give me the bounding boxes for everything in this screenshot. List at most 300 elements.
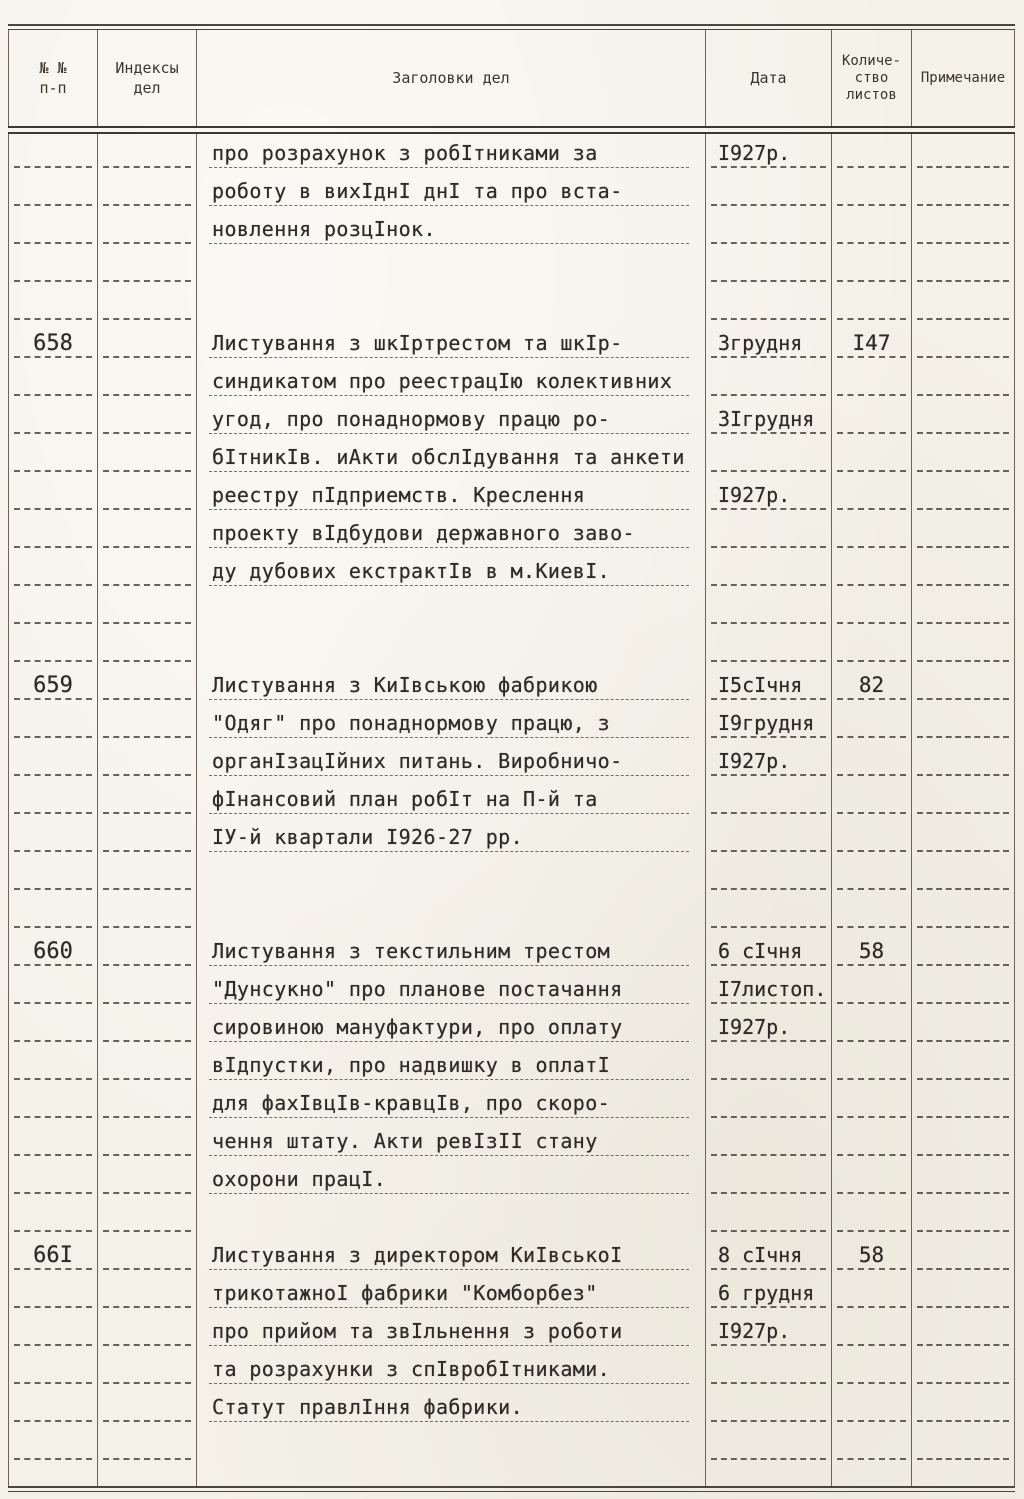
row-date-cell [706, 1122, 832, 1160]
row-index-cell [98, 1350, 197, 1388]
row-number-cell [8, 400, 98, 438]
row-date-cell [706, 362, 832, 400]
row-title-cell [197, 1312, 706, 1350]
row-sheets-cell [832, 248, 912, 286]
row-title-cell [197, 1426, 706, 1464]
row-index-cell [98, 628, 197, 666]
table-row [8, 818, 1015, 856]
row-number-cell [8, 1084, 98, 1122]
row-date-cell [706, 1350, 832, 1388]
case-title-line: Статут правлІння фабрики. [212, 1395, 524, 1419]
case-title-line: синдикатом про реестрацІю колективних [212, 369, 673, 393]
header-title-label: Заголовки дел [392, 69, 510, 87]
row-index-cell [98, 932, 197, 970]
table-row [8, 400, 1015, 438]
row-index-cell [98, 1236, 197, 1274]
row-date-cell [706, 1236, 832, 1274]
row-title-cell [197, 1160, 706, 1198]
row-title-cell [197, 628, 706, 666]
row-title-cell [197, 552, 706, 590]
row-date-cell [706, 1312, 832, 1350]
row-number-cell [8, 1274, 98, 1312]
table-row [8, 666, 1015, 704]
row-date-cell [706, 514, 832, 552]
case-title-line: про розрахунок з робІтниками за [212, 141, 598, 165]
row-title-cell [197, 742, 706, 780]
row-title-cell [197, 704, 706, 742]
header-note-label: Примечание [920, 69, 1006, 86]
case-date: І927р. [718, 749, 791, 773]
row-title-cell [197, 856, 706, 894]
header-case-number-line2: п-п [39, 79, 67, 97]
table-row [8, 476, 1015, 514]
row-date-cell [706, 286, 832, 324]
row-date-cell [706, 780, 832, 818]
row-title-cell [197, 780, 706, 818]
sheet-count: І47 [852, 331, 891, 355]
table-row [8, 894, 1015, 932]
row-date-cell [706, 1274, 832, 1312]
case-date: І9грудня [718, 711, 815, 735]
row-date-cell [706, 248, 832, 286]
row-sheets-cell [832, 818, 912, 856]
row-note-cell [912, 476, 1015, 514]
row-note-cell [912, 514, 1015, 552]
table-row [8, 932, 1015, 970]
row-note-cell [912, 1122, 1015, 1160]
row-sheets-cell [832, 362, 912, 400]
row-date-cell [706, 856, 832, 894]
case-title-line: угод, про понаднормову працю ро- [212, 407, 611, 431]
row-note-cell [912, 134, 1015, 172]
table-row [8, 248, 1015, 286]
row-date-cell [706, 400, 832, 438]
row-index-cell [98, 1122, 197, 1160]
case-title-line: Листування з КиІвською фабрикою [212, 673, 598, 697]
row-sheets-cell [832, 1122, 912, 1160]
row-number-cell [8, 1388, 98, 1426]
row-index-cell [98, 1426, 197, 1464]
inventory-table [8, 24, 1015, 1492]
row-index-cell [98, 856, 197, 894]
row-title-cell [197, 362, 706, 400]
row-title-cell [197, 666, 706, 704]
header-sheet-count-line2: ство [854, 69, 889, 86]
row-note-cell [912, 210, 1015, 248]
row-date-cell [706, 666, 832, 704]
table-header-row [8, 30, 1015, 126]
row-sheets-cell [832, 856, 912, 894]
row-index-cell [98, 1008, 197, 1046]
row-sheets-cell [832, 1236, 912, 1274]
row-title-cell [197, 1046, 706, 1084]
row-sheets-cell [832, 894, 912, 932]
row-date-cell [706, 438, 832, 476]
table-row [8, 780, 1015, 818]
sheet-count: 58 [858, 939, 885, 963]
row-note-cell [912, 1426, 1015, 1464]
row-title-cell [197, 932, 706, 970]
case-title-line: трикотажноІ фабрики "Комборбез" [212, 1281, 598, 1305]
case-date: 6 сІчня [718, 939, 803, 963]
table-row [8, 1274, 1015, 1312]
row-note-cell [912, 1350, 1015, 1388]
row-title-cell [197, 590, 706, 628]
case-title-line: бІтникІв. иАкти обслІдування та анкети [212, 445, 685, 469]
row-number-cell [8, 780, 98, 818]
row-title-cell [197, 1236, 706, 1274]
row-title-cell [197, 210, 706, 248]
row-title-cell [197, 324, 706, 362]
row-index-cell [98, 894, 197, 932]
table-row [8, 172, 1015, 210]
case-title-line: чення штату. Акти ревІзІІ стану [212, 1129, 598, 1153]
row-title-cell [197, 134, 706, 172]
case-title-line: ІУ-й квартали І926-27 рр. [212, 825, 524, 849]
row-title-cell [197, 286, 706, 324]
row-title-cell [197, 1388, 706, 1426]
header-index-line2: дел [133, 79, 161, 97]
row-sheets-cell [832, 1008, 912, 1046]
case-date: І7листоп. [718, 977, 827, 1001]
row-sheets-cell [832, 1426, 912, 1464]
case-number: 659 [33, 673, 73, 698]
row-note-cell [912, 286, 1015, 324]
table-row [8, 286, 1015, 324]
row-index-cell [98, 1198, 197, 1236]
table-row [8, 1046, 1015, 1084]
row-sheets-cell [832, 400, 912, 438]
case-number: 66І [33, 1243, 73, 1268]
row-title-cell [197, 514, 706, 552]
row-number-cell [8, 1008, 98, 1046]
row-sheets-cell [832, 1084, 912, 1122]
row-note-cell [912, 1236, 1015, 1274]
row-date-cell [706, 476, 832, 514]
row-number-cell [8, 1046, 98, 1084]
row-date-cell [706, 1198, 832, 1236]
row-note-cell [912, 742, 1015, 780]
table-row [8, 1122, 1015, 1160]
row-note-cell [912, 400, 1015, 438]
header-case-number [8, 30, 98, 126]
case-title-line: вІдпустки, про надвишку в оплатІ [212, 1053, 611, 1077]
table-row [8, 704, 1015, 742]
row-note-cell [912, 970, 1015, 1008]
row-sheets-cell [832, 134, 912, 172]
row-index-cell [98, 590, 197, 628]
row-number-cell [8, 552, 98, 590]
row-index-cell [98, 362, 197, 400]
case-date: І927р. [718, 141, 791, 165]
case-title-line: Листування з шкІртрестом та шкІр- [212, 331, 623, 355]
row-index-cell [98, 1046, 197, 1084]
row-note-cell [912, 1046, 1015, 1084]
bottom-rule [8, 1486, 1015, 1492]
row-title-cell [197, 970, 706, 1008]
row-date-cell [706, 1160, 832, 1198]
table-row [8, 1236, 1015, 1274]
row-sheets-cell [832, 780, 912, 818]
table-tail-row [8, 1464, 1015, 1486]
sheet-count: 82 [858, 673, 885, 697]
case-date: І927р. [718, 1319, 791, 1343]
row-number-cell [8, 856, 98, 894]
row-note-cell [912, 324, 1015, 362]
case-title-line: охорони працІ. [212, 1167, 387, 1191]
header-case-number-line1: № № [39, 59, 67, 77]
table-row [8, 1084, 1015, 1122]
table-row [8, 1388, 1015, 1426]
row-index-cell [98, 1274, 197, 1312]
header-note [912, 30, 1015, 126]
row-sheets-cell [832, 628, 912, 666]
row-note-cell [912, 1198, 1015, 1236]
sheet-count: 58 [858, 1243, 885, 1267]
row-date-cell [706, 324, 832, 362]
row-sheets-cell [832, 552, 912, 590]
header-date-label: Дата [750, 69, 787, 87]
row-title-cell [197, 476, 706, 514]
table-row [8, 1198, 1015, 1236]
row-date-cell [706, 1388, 832, 1426]
row-number-cell [8, 590, 98, 628]
row-note-cell [912, 552, 1015, 590]
table-row [8, 134, 1015, 172]
row-title-cell [197, 1274, 706, 1312]
row-date-cell [706, 894, 832, 932]
row-number-cell [8, 818, 98, 856]
row-date-cell [706, 818, 832, 856]
row-index-cell [98, 514, 197, 552]
header-sheet-count-line3: листов [846, 86, 897, 103]
table-row [8, 1008, 1015, 1046]
case-date: І927р. [718, 1015, 791, 1039]
row-title-cell [197, 1350, 706, 1388]
case-title-line: проекту вІдбудови державного заво- [212, 521, 635, 545]
row-index-cell [98, 1084, 197, 1122]
row-number-cell [8, 1426, 98, 1464]
table-row [8, 590, 1015, 628]
row-sheets-cell [832, 514, 912, 552]
row-sheets-cell [832, 210, 912, 248]
case-title-line: "Дунсукно" про планове постачання [212, 977, 623, 1001]
case-title-line: роботу в вихІднІ днІ та про вста- [212, 179, 623, 203]
header-title [197, 30, 706, 126]
row-title-cell [197, 248, 706, 286]
row-number-cell [8, 1236, 98, 1274]
row-number-cell [8, 134, 98, 172]
row-date-cell [706, 172, 832, 210]
row-number-cell [8, 1160, 98, 1198]
row-note-cell [912, 704, 1015, 742]
row-number-cell [8, 514, 98, 552]
row-title-cell [197, 1198, 706, 1236]
case-date: 3грудня [718, 331, 803, 355]
row-date-cell [706, 1008, 832, 1046]
row-index-cell [98, 780, 197, 818]
row-sheets-cell [832, 590, 912, 628]
case-title-line: для фахІвцІв-кравцІв, про скоро- [212, 1091, 611, 1115]
row-number-cell [8, 628, 98, 666]
case-title-line: та розрахунки з спІвробІтниками. [212, 1357, 611, 1381]
row-sheets-cell [832, 932, 912, 970]
case-title-line: ду дубових екстрактІв в м.КиевІ. [212, 559, 611, 583]
table-row [8, 742, 1015, 780]
row-date-cell [706, 1426, 832, 1464]
row-index-cell [98, 552, 197, 590]
row-note-cell [912, 248, 1015, 286]
table-row [8, 1160, 1015, 1198]
table-row [8, 438, 1015, 476]
row-index-cell [98, 286, 197, 324]
row-number-cell [8, 742, 98, 780]
row-title-cell [197, 1122, 706, 1160]
row-sheets-cell [832, 172, 912, 210]
row-title-cell [197, 438, 706, 476]
table-row [8, 324, 1015, 362]
row-note-cell [912, 628, 1015, 666]
case-date: І927р. [718, 483, 791, 507]
header-sheet-count [832, 30, 912, 126]
row-number-cell [8, 248, 98, 286]
row-number-cell [8, 476, 98, 514]
row-date-cell [706, 704, 832, 742]
case-title-line: реестру пІдприемств. Креслення [212, 483, 586, 507]
row-date-cell [706, 1084, 832, 1122]
row-title-cell [197, 172, 706, 210]
case-title-line: органІзацІйних питань. Виробничо- [212, 749, 623, 773]
row-number-cell [8, 210, 98, 248]
row-index-cell [98, 970, 197, 1008]
case-title-line: Листування з директором КиІвськоІ [212, 1243, 623, 1267]
row-index-cell [98, 438, 197, 476]
row-index-cell [98, 172, 197, 210]
row-sheets-cell [832, 1350, 912, 1388]
row-number-cell [8, 1198, 98, 1236]
row-number-cell [8, 1312, 98, 1350]
row-note-cell [912, 856, 1015, 894]
table-row [8, 552, 1015, 590]
row-index-cell [98, 1312, 197, 1350]
row-sheets-cell [832, 476, 912, 514]
row-number-cell [8, 1350, 98, 1388]
row-number-cell [8, 704, 98, 742]
case-title-line: про прийом та звІльнення з роботи [212, 1319, 623, 1343]
row-sheets-cell [832, 1312, 912, 1350]
row-number-cell [8, 666, 98, 704]
row-date-cell [706, 742, 832, 780]
row-sheets-cell [832, 970, 912, 1008]
row-index-cell [98, 1388, 197, 1426]
row-number-cell [8, 970, 98, 1008]
table-row [8, 1426, 1015, 1464]
row-number-cell [8, 1122, 98, 1160]
row-index-cell [98, 324, 197, 362]
row-title-cell [197, 400, 706, 438]
row-note-cell [912, 362, 1015, 400]
row-sheets-cell [832, 324, 912, 362]
case-title-line: "Одяг" про понаднормову працю, з [212, 711, 611, 735]
header-sheet-count-line1: Количе- [841, 52, 901, 69]
case-number: 658 [33, 331, 73, 356]
row-number-cell [8, 438, 98, 476]
row-sheets-cell [832, 704, 912, 742]
row-sheets-cell [832, 438, 912, 476]
row-date-cell [706, 1046, 832, 1084]
row-index-cell [98, 666, 197, 704]
row-number-cell [8, 932, 98, 970]
table-row [8, 856, 1015, 894]
table-row [8, 970, 1015, 1008]
case-date: 8 сІчня [718, 1243, 803, 1267]
header-index-line1: Индексы [115, 59, 179, 77]
row-index-cell [98, 704, 197, 742]
row-date-cell [706, 590, 832, 628]
row-note-cell [912, 438, 1015, 476]
row-note-cell [912, 666, 1015, 704]
row-title-cell [197, 1084, 706, 1122]
case-date: І5сІчня [718, 673, 803, 697]
table-row [8, 1350, 1015, 1388]
row-date-cell [706, 134, 832, 172]
row-note-cell [912, 1388, 1015, 1426]
row-index-cell [98, 210, 197, 248]
row-title-cell [197, 818, 706, 856]
row-note-cell [912, 818, 1015, 856]
row-note-cell [912, 1160, 1015, 1198]
row-note-cell [912, 894, 1015, 932]
row-sheets-cell [832, 1046, 912, 1084]
table-row [8, 514, 1015, 552]
row-index-cell [98, 742, 197, 780]
row-sheets-cell [832, 286, 912, 324]
row-index-cell [98, 400, 197, 438]
row-sheets-cell [832, 1198, 912, 1236]
row-number-cell [8, 324, 98, 362]
row-date-cell [706, 552, 832, 590]
case-title-line: новлення розцІнок. [212, 217, 436, 241]
header-date [706, 30, 832, 126]
row-title-cell [197, 894, 706, 932]
row-number-cell [8, 172, 98, 210]
table-row [8, 362, 1015, 400]
row-number-cell [8, 286, 98, 324]
row-title-cell [197, 1008, 706, 1046]
case-number: 660 [33, 939, 73, 964]
row-note-cell [912, 932, 1015, 970]
row-note-cell [912, 1274, 1015, 1312]
row-note-cell [912, 590, 1015, 628]
row-sheets-cell [832, 1388, 912, 1426]
table-row [8, 628, 1015, 666]
header-index [98, 30, 197, 126]
table-row [8, 1312, 1015, 1350]
row-date-cell [706, 970, 832, 1008]
case-title-line: фІнансовий план робІт на П-й та [212, 787, 598, 811]
row-number-cell [8, 894, 98, 932]
row-sheets-cell [832, 742, 912, 780]
row-sheets-cell [832, 1160, 912, 1198]
table-body [8, 134, 1015, 1464]
row-index-cell [98, 1160, 197, 1198]
row-index-cell [98, 818, 197, 856]
case-title-line: Листування з текстильним трестом [212, 939, 611, 963]
row-note-cell [912, 172, 1015, 210]
row-date-cell [706, 210, 832, 248]
case-title-line: сировиною мануфактури, про оплату [212, 1015, 623, 1039]
row-date-cell [706, 628, 832, 666]
